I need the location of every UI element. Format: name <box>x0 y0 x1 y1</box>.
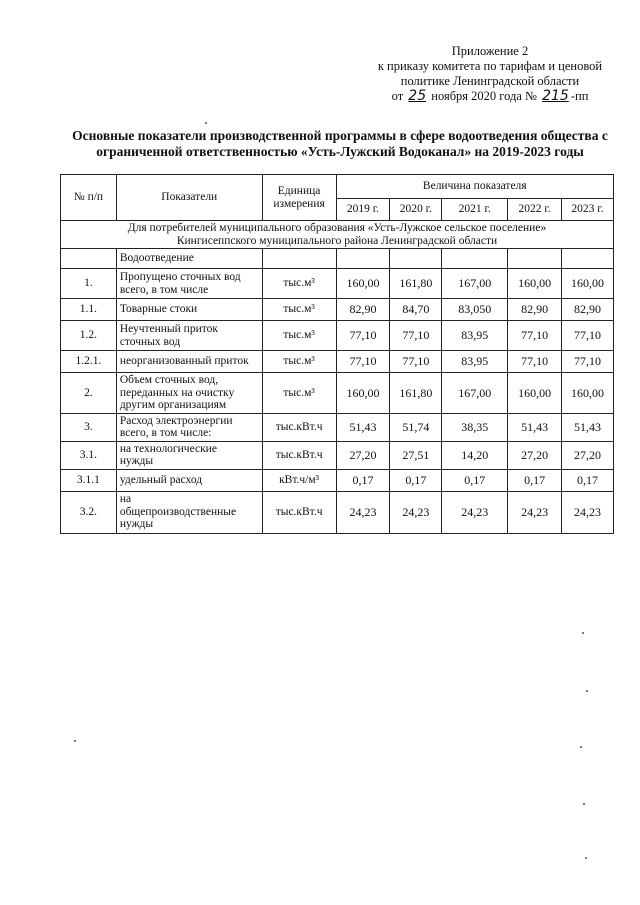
scan-speck <box>583 803 585 805</box>
document-title <box>50 128 630 160</box>
row-value: 51,43 <box>562 413 614 441</box>
row-indicator <box>116 469 262 491</box>
table-row <box>61 299 614 321</box>
row-value: 82,90 <box>562 299 614 321</box>
title-line-2: ограниченной ответственностью «Усть-Лужский Водоканал» на 2019-2023 годы <box>96 144 584 159</box>
header-unit <box>262 175 336 221</box>
row-value: 27,20 <box>336 441 390 469</box>
consumer-group-line2: Кингисеппского муниципального района Ленинградской области <box>176 234 498 247</box>
row-unit: тыс.кВт.ч <box>262 441 336 469</box>
row-value: 161,80 <box>390 373 442 414</box>
row-indicator <box>116 321 262 351</box>
row-value: 24,23 <box>508 491 562 533</box>
row-unit: тыс.м³ <box>262 351 336 373</box>
section-value-cell <box>562 249 614 269</box>
indicator-line: Товарные стоки <box>119 303 198 316</box>
row-unit: тыс.кВт.ч <box>262 413 336 441</box>
row-value: 83,95 <box>442 351 508 373</box>
indicator-line: неорганизованный приток <box>119 355 249 368</box>
indicator-line: удельный расход <box>119 473 203 486</box>
row-indicator <box>116 269 262 299</box>
consumer-group-line1: Для потребителей муниципального образования «Усть-Лужское сельское поселение» <box>127 222 547 234</box>
section-num-cell <box>61 249 117 269</box>
header-unit-line1: Единица <box>277 185 321 197</box>
row-unit: тыс.м³ <box>262 321 336 351</box>
appendix-committee: политике Ленинградской области <box>400 74 580 88</box>
header-num: № п/п <box>61 175 117 221</box>
header-year: 2020 г. <box>390 199 442 221</box>
section-title: Водоотведение <box>116 249 262 269</box>
indicator-line: общепроизводственные <box>119 505 237 518</box>
row-indicator <box>116 373 262 414</box>
table-row <box>61 351 614 373</box>
date-prefix: от <box>391 89 404 103</box>
row-value: 84,70 <box>390 299 442 321</box>
row-value: 38,35 <box>442 413 508 441</box>
row-value: 27,20 <box>562 441 614 469</box>
row-value: 77,10 <box>336 351 390 373</box>
appendix-title: Приложение 2 <box>451 44 529 58</box>
appendix-header <box>360 44 620 104</box>
indicator-line: всего, в том числе <box>119 283 209 296</box>
row-unit: тыс.м³ <box>262 269 336 299</box>
indicator-line: нужды <box>119 455 154 467</box>
table-row <box>61 491 614 533</box>
section-value-cell <box>508 249 562 269</box>
row-value: 167,00 <box>442 373 508 414</box>
row-value: 160,00 <box>508 373 562 414</box>
row-unit: кВт.ч/м³ <box>262 469 336 491</box>
indicator-line: другим организациям <box>119 399 227 411</box>
section-value-cell <box>442 249 508 269</box>
row-number: 1. <box>61 269 117 299</box>
row-number: 1.2. <box>61 321 117 351</box>
row-value: 83,95 <box>442 321 508 351</box>
row-value: 160,00 <box>562 373 614 414</box>
row-value: 160,00 <box>336 269 390 299</box>
row-unit: тыс.кВт.ч <box>262 491 336 533</box>
header-year: 2023 г. <box>562 199 614 221</box>
indicator-line: на технологические <box>119 442 217 455</box>
table-row <box>61 413 614 441</box>
indicator-line: сточных вод <box>119 335 181 348</box>
row-value: 14,20 <box>442 441 508 469</box>
indicator-line: нужды <box>119 518 154 531</box>
indicators-table <box>60 174 614 534</box>
row-value: 82,90 <box>336 299 390 321</box>
indicator-line: Объем сточных вод, <box>119 374 219 386</box>
row-number: 3.2. <box>61 491 117 533</box>
indicator-line: Расход электроэнергии <box>119 414 233 427</box>
row-value: 0,17 <box>336 469 390 491</box>
row-value: 77,10 <box>336 321 390 351</box>
row-indicator <box>116 299 262 321</box>
section-value-cell <box>336 249 390 269</box>
row-unit: тыс.м³ <box>262 299 336 321</box>
section-value-cell <box>390 249 442 269</box>
row-number: 3.1. <box>61 441 117 469</box>
header-unit-line2: измерения <box>273 197 325 210</box>
appendix-date-line <box>360 89 620 104</box>
row-value: 51,74 <box>390 413 442 441</box>
header-indicator: Показатели <box>116 175 262 221</box>
row-value: 0,17 <box>562 469 614 491</box>
indicator-line: Пропущено сточных вод <box>119 271 241 283</box>
order-suffix: -пп <box>570 89 589 103</box>
row-value: 27,51 <box>390 441 442 469</box>
row-value: 77,10 <box>562 321 614 351</box>
row-value: 24,23 <box>562 491 614 533</box>
row-value: 51,43 <box>508 413 562 441</box>
indicator-line: переданных на очистку <box>119 386 235 399</box>
row-value: 51,43 <box>336 413 390 441</box>
date-rest: ноября 2020 года № <box>431 89 537 103</box>
row-value: 77,10 <box>508 351 562 373</box>
header-year: 2021 г. <box>442 199 508 221</box>
scan-speck <box>580 746 582 748</box>
section-unit-cell <box>262 249 336 269</box>
row-value: 0,17 <box>390 469 442 491</box>
header-value: Величина показателя <box>336 175 613 199</box>
row-value: 77,10 <box>390 351 442 373</box>
indicator-line: всего, в том числе: <box>119 427 212 439</box>
row-value: 24,23 <box>336 491 390 533</box>
row-indicator <box>116 491 262 533</box>
indicator-line: Неучтенный приток <box>119 323 218 335</box>
row-value: 82,90 <box>508 299 562 321</box>
table-row <box>61 469 614 491</box>
consumer-group-heading <box>61 221 614 249</box>
scan-speck <box>586 690 588 692</box>
row-value: 160,00 <box>508 269 562 299</box>
row-value: 167,00 <box>442 269 508 299</box>
row-indicator <box>116 413 262 441</box>
scan-speck <box>74 740 76 742</box>
header-year: 2022 г. <box>508 199 562 221</box>
row-value: 77,10 <box>508 321 562 351</box>
row-value: 83,050 <box>442 299 508 321</box>
row-number: 3.1.1 <box>61 469 117 491</box>
row-value: 0,17 <box>442 469 508 491</box>
table-row <box>61 373 614 414</box>
row-number: 3. <box>61 413 117 441</box>
scan-speck <box>582 632 584 634</box>
row-indicator <box>116 441 262 469</box>
row-value: 77,10 <box>562 351 614 373</box>
row-indicator <box>116 351 262 373</box>
appendix-order-ref: к приказу комитета по тарифам и ценовой <box>377 59 603 73</box>
row-value: 0,17 <box>508 469 562 491</box>
date-day: 25 <box>408 88 427 104</box>
scan-speck <box>205 122 207 124</box>
scan-speck <box>585 857 587 859</box>
row-value: 24,23 <box>390 491 442 533</box>
header-year: 2019 г. <box>336 199 390 221</box>
table-row <box>61 441 614 469</box>
table-row <box>61 321 614 351</box>
table-row <box>61 269 614 299</box>
row-unit: тыс.м³ <box>262 373 336 414</box>
row-value: 24,23 <box>442 491 508 533</box>
title-line-1: Основные показатели производственной программы в сфере водоотведения общества с <box>72 128 608 143</box>
row-number: 1.2.1. <box>61 351 117 373</box>
row-value: 77,10 <box>390 321 442 351</box>
row-value: 160,00 <box>336 373 390 414</box>
row-value: 161,80 <box>390 269 442 299</box>
row-number: 2. <box>61 373 117 414</box>
indicator-line: на <box>119 493 132 506</box>
row-value: 160,00 <box>562 269 614 299</box>
order-number: 215 <box>542 88 569 104</box>
row-value: 27,20 <box>508 441 562 469</box>
row-number: 1.1. <box>61 299 117 321</box>
